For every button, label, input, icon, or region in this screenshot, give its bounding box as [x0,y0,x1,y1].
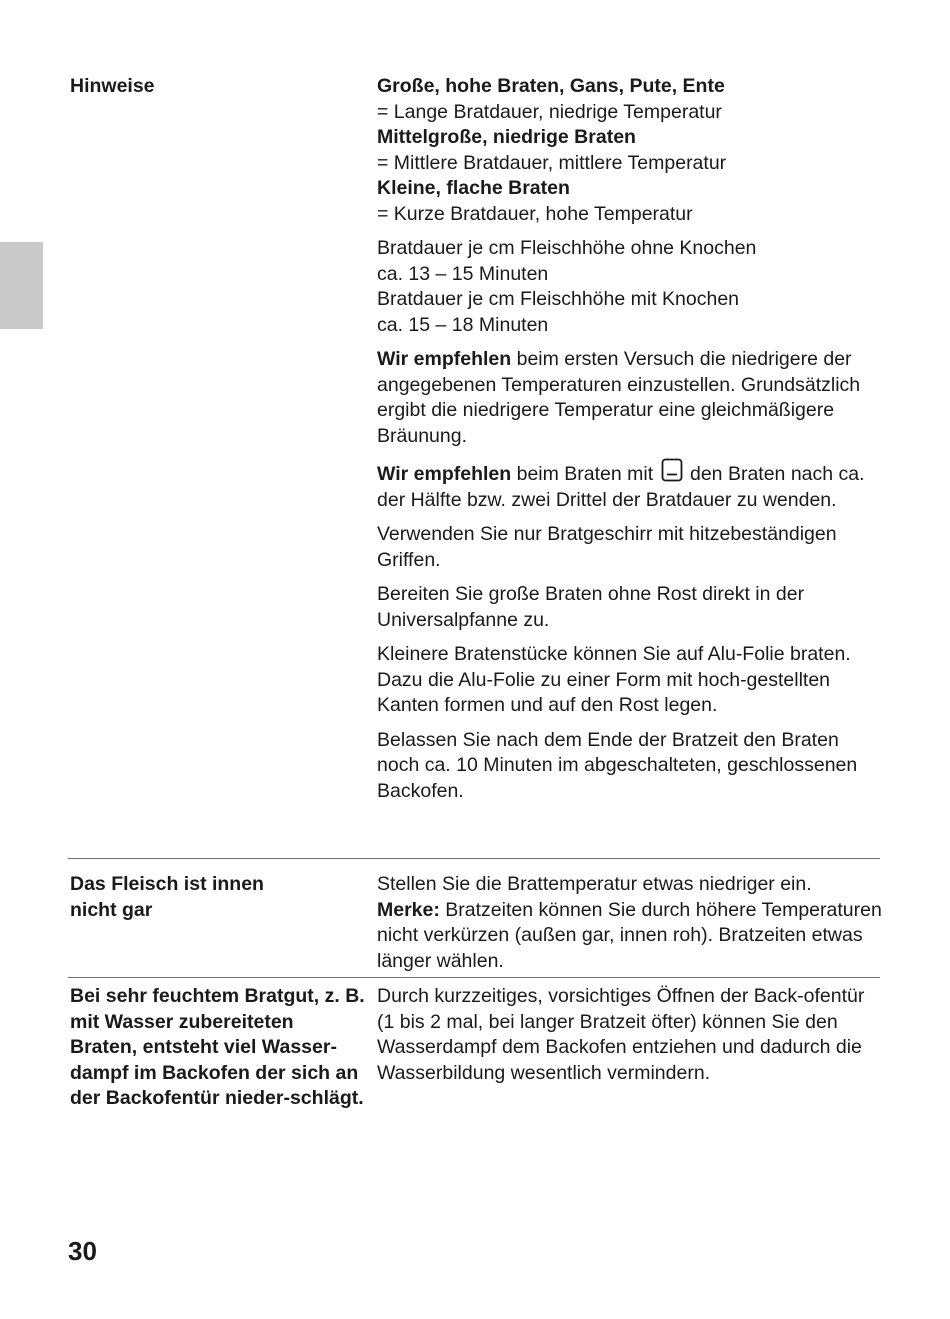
roast-size-groups [377,74,885,227]
group-text: = Kurze Bratdauer, hohe Temperatur [377,202,693,225]
bratdauer-line: ca. 15 – 18 Minuten [377,313,549,336]
recommend-bold: Wir empfehlen [377,348,512,370]
bratdauer-line: ca. 13 – 15 Minuten [377,262,549,285]
bratdauer-line: Bratdauer je cm Fleischhöhe ohne Knochen [377,237,757,259]
group-text: = Lange Bratdauer, niedrige Temperatur [377,100,722,123]
recommendation-temperature [377,347,885,449]
problem-label: Bei sehr feuchtem Bratgut, z. B. mit Wasser zubereiteten Braten, entsteht viel Wasser-dampf im Backofen der sich an der Backofentür nieder-schlägt. [70,985,365,1109]
bratdauer-paragraph [377,236,885,338]
solution-text: Durch kurzzeitiges, vorsichtiges Öffnen der Back-ofentür (1 bis 2 mal, bei langer Bratzeit öfter) können Sie den Wasserdampf dem Backofen entziehen und dadurch die Wasserbildung wesentlich vermindern. [377,985,865,1084]
divider [68,977,880,978]
merke-text: Bratzeiten können Sie durch höhere Temperaturen nicht verkürzen (außen gar, innen roh). Bratzeiten etwas länger wählen. [377,898,882,972]
section-tab-marker [0,242,43,329]
recommend-text: beim ersten Versuch die niedrigere der angegebenen Temperaturen einzustellen. Grundsätzlich ergibt die niedrigere Temperatur eine gleichmäßigere Bräunung. [377,348,861,447]
grill-mode-icon [661,458,683,482]
large-roast-paragraph: Bereiten Sie große Braten ohne Rost direkt in der Universalpfanne zu. [377,583,805,631]
recommendation-turning [377,458,885,513]
recommend-bold: Wir empfehlen [377,463,512,485]
small-roast-paragraph: Kleinere Bratenstücke können Sie auf Alu-Folie braten. Dazu die Alu-Folie zu einer Form mit hoch-gestellten Kanten formen und auf den Rost legen. [377,643,851,716]
hinweise-label: Hinweise [70,75,155,97]
problem-label-line: nicht gar [70,898,153,921]
solution-line: Stellen Sie die Brattemperatur etwas niedriger ein. [377,873,812,895]
resting-paragraph: Belassen Sie nach dem Ende der Bratzeit den Braten noch ca. 10 Minuten im abgeschalteten, geschlossenen Backofen. [377,728,858,802]
group-heading: Mittelgroße, niedrige Braten [377,126,636,148]
page-number: 30 [68,1236,97,1266]
bratdauer-line: Bratdauer je cm Fleischhöhe mit Knochen [377,288,740,310]
cookware-paragraph: Verwenden Sie nur Bratgeschirr mit hitzebeständigen Griffen. [377,523,837,571]
hinweise-content [377,74,885,813]
group-text: = Mittlere Bratdauer, mittlere Temperatur [377,151,727,174]
solution-text [377,872,885,974]
recommend-text-end: den Braten nach ca. der Hälfte bzw. zwei Drittel der Bratdauer zu wenden. [377,463,865,511]
merke-label: Merke: [377,898,440,921]
problem-label-line: Das Fleisch ist innen [70,873,264,895]
problem-label [70,872,370,923]
group-heading: Kleine, flache Braten [377,177,570,199]
divider [68,858,880,859]
group-heading: Große, hohe Braten, Gans, Pute, Ente [377,75,725,97]
recommend-text: beim Braten mit [511,463,659,485]
